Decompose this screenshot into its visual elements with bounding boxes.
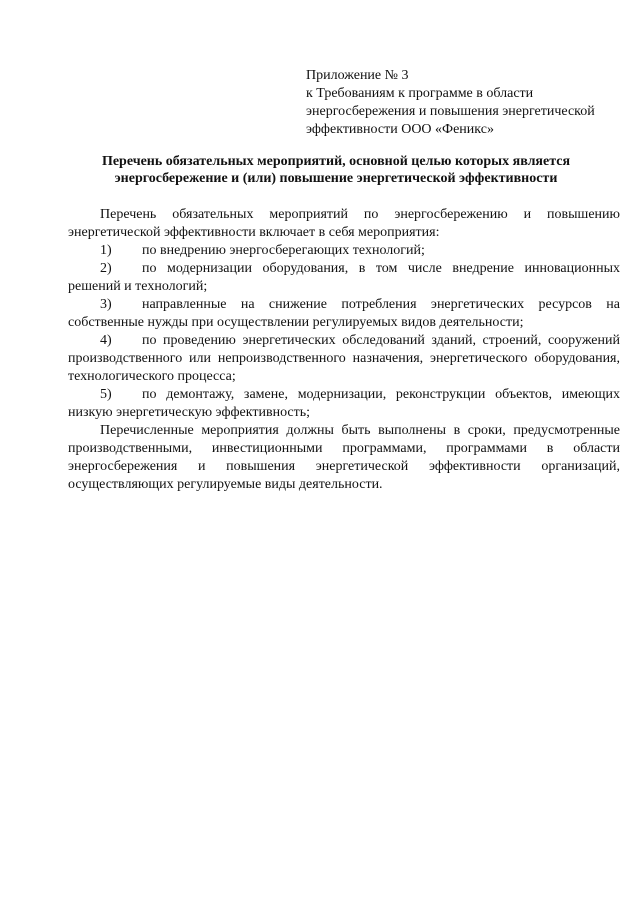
appendix-reference-line: к Требованиям к программе в области [306, 86, 534, 101]
list-item [68, 260, 620, 296]
list-item [68, 242, 620, 260]
list-item-number: 5) [100, 387, 112, 402]
list-item-number: 1) [100, 243, 112, 258]
appendix-organization: эффективности ООО «Феникс» [306, 122, 494, 137]
appendix-number: Приложение № 3 [306, 68, 409, 83]
list-item-text: по внедрению энергосберегающих технологий; [142, 243, 425, 258]
intro-paragraph: Перечень обязательных мероприятий по энергосбережению и повышению энергетической эффективности включает в себя мероприятия: [68, 207, 620, 240]
closing-paragraph: Перечисленные мероприятия должны быть выполнены в сроки, предусмотренные производственными, инвестиционными программами, программами в области энергосбережения и повышения энергетической эффективности организаций, осуществляющих регулируемые виды деятельности. [68, 423, 620, 492]
appendix-reference-line: энергосбережения и повышения энергетической [306, 104, 595, 119]
document-body [68, 206, 620, 494]
list-item-number: 2) [100, 261, 112, 276]
list-item [68, 386, 620, 422]
list-item-text: по проведению энергетических обследований зданий, строений, сооружений производственного или непроизводственного назначения, энергетического оборудования, технологического процесса; [68, 333, 620, 384]
appendix-header [306, 67, 626, 139]
list-item [68, 332, 620, 386]
list-item-number: 4) [100, 333, 112, 348]
list-item [68, 296, 620, 332]
list-item-text: по модернизации оборудования, в том числе внедрение инновационных решений и технологий; [68, 261, 620, 294]
list-item-text: направленные на снижение потребления энергетических ресурсов на собственные нужды при осуществлении регулируемых видов деятельности; [68, 297, 620, 330]
title-line: энергосбережение и (или) повышение энергетической эффективности [114, 171, 558, 186]
list-item-number: 3) [100, 297, 112, 312]
document-title [60, 153, 612, 187]
list-item-text: по демонтажу, замене, модернизации, реконструкции объектов, имеющих низкую энергетическую эффективность; [68, 387, 620, 420]
title-line: Перечень обязательных мероприятий, основной целью которых является [101, 154, 571, 169]
